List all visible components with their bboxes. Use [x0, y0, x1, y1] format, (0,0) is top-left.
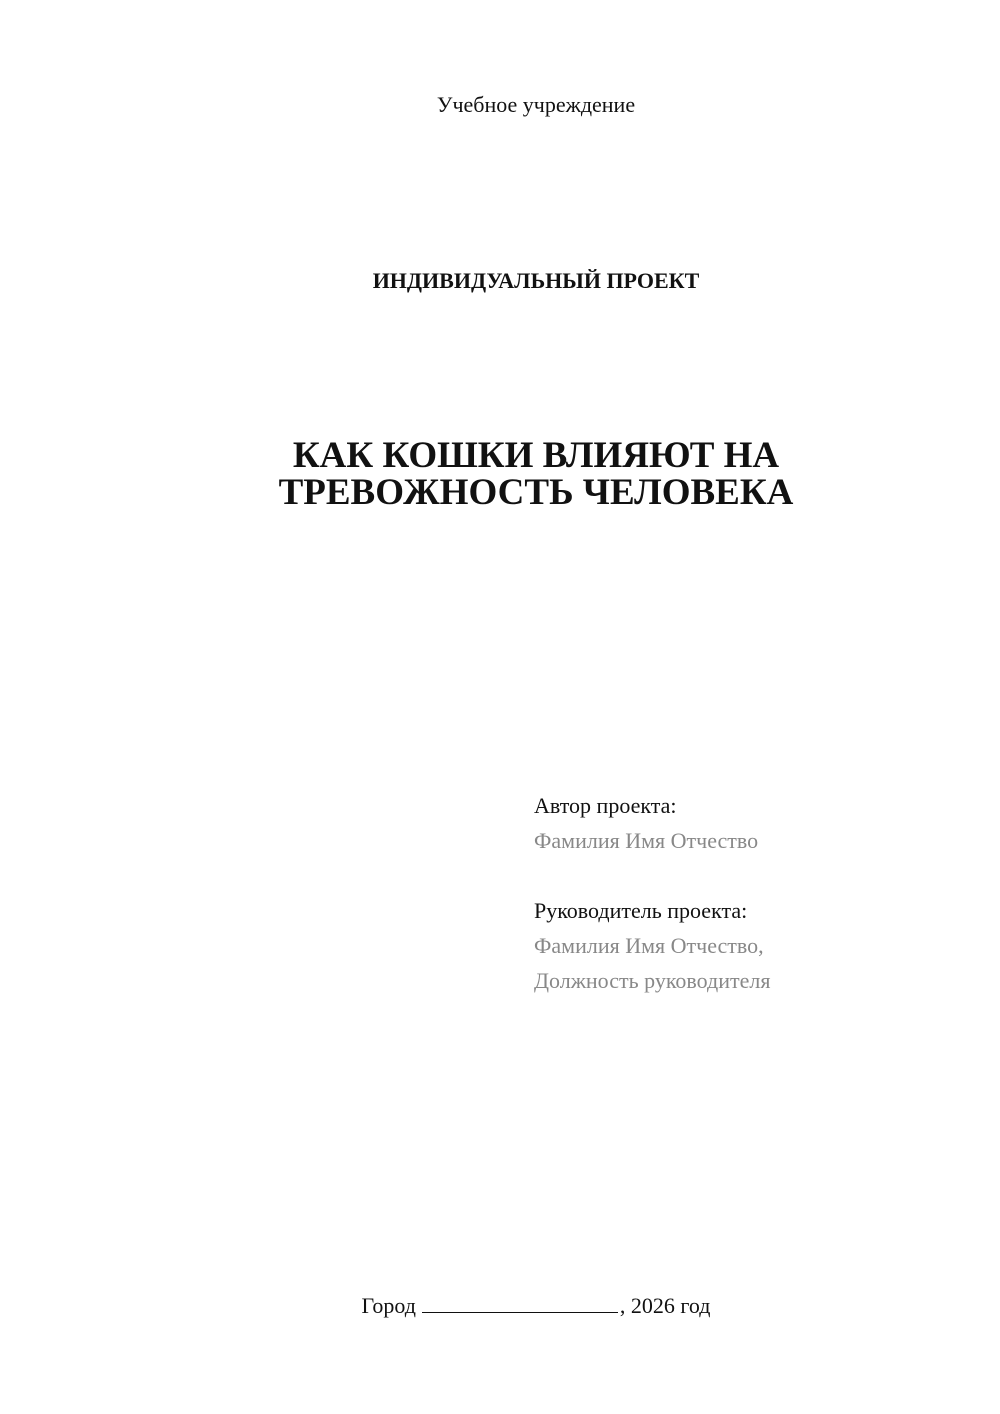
- footer-city-year: [0, 1290, 1000, 1321]
- supervisor-name-placeholder: Фамилия Имя Отчество,: [534, 933, 764, 958]
- project-title-line-1: КАК КОШКИ ВЛИЯЮТ НА: [292, 435, 780, 476]
- project-info-block: [534, 788, 974, 998]
- project-type-heading: ИНДИВИДУАЛЬНЫЙ ПРОЕКТ: [372, 268, 700, 293]
- institution-name: Учебное учреждение: [436, 92, 636, 117]
- city-label: Город: [361, 1293, 416, 1318]
- project-title: [0, 437, 1000, 511]
- city-blank-line: [422, 1290, 618, 1313]
- author-name-placeholder: Фамилия Имя Отчество: [534, 828, 759, 853]
- info-spacer: [534, 858, 974, 893]
- supervisor-position-placeholder: Должность руководителя: [534, 968, 771, 993]
- supervisor-label: Руководитель проекта:: [534, 898, 748, 923]
- year-text: , 2026 год: [619, 1293, 711, 1318]
- author-label: Автор проекта:: [534, 793, 677, 818]
- project-title-line-2: ТРЕВОЖНОСТЬ ЧЕЛОВЕКА: [278, 472, 794, 513]
